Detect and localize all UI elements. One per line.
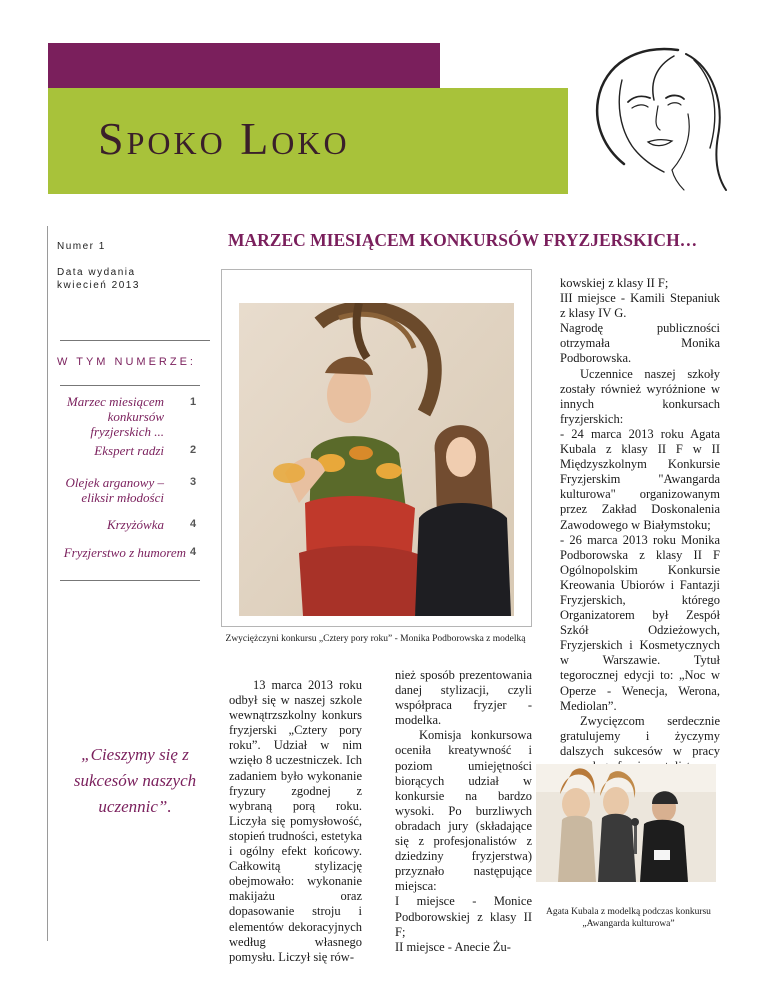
- toc-item-label: Olejek arganowy – eliksir młodości: [65, 475, 164, 505]
- toc-item-page: 1: [190, 396, 197, 408]
- toc-item-label: Krzyżówka: [106, 517, 164, 532]
- toc-item-page: 4: [190, 518, 197, 530]
- paragraph: Komisja konkursowa oceniła kreatywność i poziom umiejętności biorących udział w konkursie na bardzo wysoki. Po burzliwych obradach jury (składające się z profesjonalistów z dziedziny fryzjerstwa) przyznało następujące miejsca:: [395, 728, 532, 894]
- photo-caption: Agata Kubala z modelką podczas konkursu „Awangarda kulturowa”: [546, 907, 711, 929]
- toc-heading: W TYM NUMERZE:: [57, 356, 196, 368]
- paragraph: nież sposób prezentowania danej stylizacji, czyli współpraca fryzjer - modelka.: [395, 668, 532, 728]
- photo-caption: Zwyciężczyni konkursu „Cztery pory roku” - Monika Podborowska z modelką: [225, 634, 526, 644]
- paragraph: III miejsce - Kamili Stepaniuk z klasy IV G.: [560, 291, 720, 321]
- contest-winner-photo: [239, 303, 514, 616]
- paragraph: Uczennice naszej szkoły zostały również wyróżnione w innych konkursach fryzjerskich:: [560, 366, 720, 426]
- paragraph: - 26 marca 2013 roku Monika Podborowska z klasy II F Ogólnopolskim Konkursie Kreowania Ubiorów i Fantazji Fryzjerskich, którego Organizatorem był Zespół Szkół Odzieżowych, Fryzjerskich i Kosmetycznych w Warszawie. Tytuł tegorocznej edycji to: „Noc w Operze - Wenecja, Werona, Mediolan”.: [560, 532, 720, 713]
- paragraph: Zwycięzcom serdecznie gratulujemy i życzymy dalszych sukcesów w pracy: [560, 713, 720, 758]
- paragraph: kowskiej z klasy II F;: [560, 276, 669, 290]
- paragraph: II miejsce - Anecie Żu-: [395, 939, 511, 954]
- toc-item-page: 3: [190, 476, 197, 488]
- face-sketch-logo: [568, 44, 728, 194]
- paragraph: Nagrodę publiczności otrzymała Monika Podborowska.: [560, 321, 720, 366]
- school-name: ZSTIO w Białymstoku: [56, 14, 241, 30]
- pull-quote: „Cieszymy się z sukcesów naszych uczennic”.: [73, 745, 197, 816]
- awangarda-contest-photo: [536, 764, 716, 882]
- paragraph: I miejsce - Monice Podborowskiej z klasy II F;: [395, 894, 532, 939]
- article-column: [560, 276, 720, 774]
- toc-item-page: 4: [190, 546, 197, 558]
- toc-item-label: Ekspert radzi: [94, 443, 164, 458]
- divider: [60, 580, 200, 581]
- toc-item-label: Fryzjerstwo z humorem: [63, 545, 186, 560]
- divider: [60, 340, 210, 341]
- issue-date: kwiecień 2013: [57, 280, 140, 291]
- issue-date-label: Data wydania: [57, 267, 136, 278]
- toc-item-label: Marzec miesiącem konkursów fryzjerskich ...: [66, 394, 164, 439]
- issue-number: Numer 1: [57, 241, 106, 252]
- article-column: [229, 678, 362, 965]
- toc-item-page: 2: [190, 444, 197, 456]
- sidebar-rule: [47, 226, 48, 941]
- article-column: [395, 668, 532, 955]
- divider: [60, 385, 200, 386]
- photo-frame: [221, 269, 532, 627]
- article-headline: MARZEC MIESIĄCEM KONKURSÓW FRYZJERSKICH…: [228, 230, 698, 250]
- newsletter-title: Spoko Loko: [98, 113, 350, 164]
- paragraph: - 24 marca 2013 roku Agata Kubala z klasy II F w II Międzyszkolnym Konkursie Fryzjerskim "Awangarda kulturowa" organizowanym przez Zakład Doskonalenia Zawodowego w Białymstoku;: [560, 426, 720, 532]
- school-bar: [48, 43, 440, 88]
- paragraph: 13 marca 2013 roku odbył się w naszej szkole wewnątrzszkolny konkurs fryzjerski „Cztery pory roku”. Udział w nim wzięło 8 uczestniczek. Ich zadaniem było wykonanie fryzury zgodnej z wybraną porą roku. Liczyła się pomysłowość, stopień trudności, estetyka i ogólny efekt końcowy. Całkowitą stylizację obejmowało: wykonanie makijażu oraz dopasowanie stroju i elementów dekoracyjnych według własnego pomysłu. Liczył się rów-: [229, 678, 362, 964]
